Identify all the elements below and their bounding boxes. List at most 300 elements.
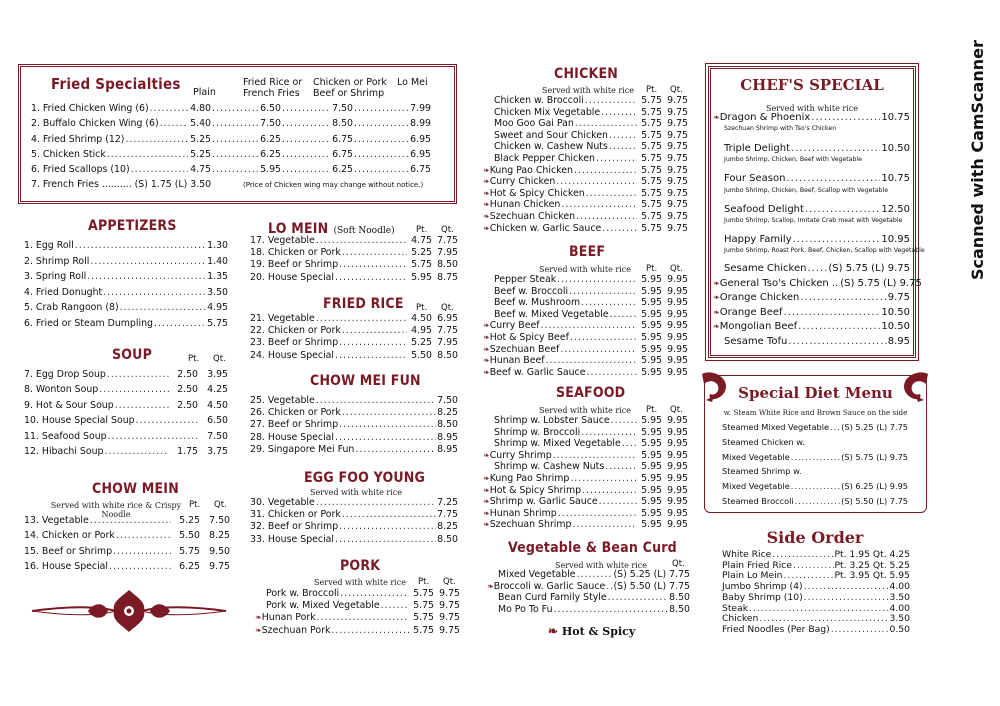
- menu-item-row: [250, 407, 458, 419]
- menu-item-row: [483, 320, 688, 332]
- leader-dots: [569, 286, 637, 298]
- price-pint: 5.95: [641, 274, 662, 285]
- leader-dots: [830, 420, 840, 435]
- item-name: 8. Wonton Soup: [24, 384, 99, 396]
- price-lo-mei: 6.95: [410, 133, 431, 145]
- leader-dots: [602, 223, 637, 235]
- price-quart: 9.75: [667, 210, 688, 222]
- chili-icon: ❧: [483, 497, 490, 507]
- price-pint: 2.50: [177, 369, 198, 380]
- leader-dots: [354, 116, 408, 131]
- leader-dots: [585, 95, 637, 107]
- special-diet-title: Special Diet Menu: [738, 384, 893, 402]
- leader-dots: [560, 344, 637, 356]
- item-price: 8.50: [437, 419, 458, 431]
- price-quart: 9.75: [667, 176, 688, 188]
- price-fried-rice: 6.25: [260, 133, 281, 145]
- item-description: Jumbo Shrimp, Scallop, Imitate Crab meat with Vegetable: [724, 216, 903, 224]
- leader-dots: [586, 367, 637, 379]
- soup-list: [24, 367, 228, 459]
- item-name: Mongolian Beef: [719, 321, 798, 333]
- beef-qt: Qt.: [670, 264, 683, 274]
- leader-dots: [596, 153, 637, 165]
- chow-mein-pt: Pt.: [189, 500, 201, 510]
- price-pint: 5.95: [641, 496, 662, 508]
- menu-item-row: [483, 519, 688, 531]
- item-name: Sesame Tofu: [724, 335, 788, 347]
- item-name: Steamed Chicken w.: [722, 436, 805, 447]
- item-price: 1.40: [207, 255, 228, 267]
- price-quart: 9.75: [209, 561, 230, 573]
- menu-item-row: [24, 429, 228, 444]
- menu-item-row: [713, 306, 910, 321]
- menu-item-row: [487, 580, 690, 593]
- price-pint: 5.75: [641, 152, 662, 164]
- menu-item-row: [494, 461, 688, 473]
- price-pint: 5.75: [641, 187, 662, 199]
- leader-dots: [553, 450, 637, 462]
- leader-dots: [570, 332, 637, 344]
- price-lo-mei: 8.99: [410, 118, 431, 130]
- menu-item-row: [483, 210, 688, 223]
- price-quart: 8.50: [437, 259, 458, 271]
- leader-dots: [113, 544, 171, 559]
- leader-dots: [610, 309, 637, 321]
- item-price: 8.25: [437, 407, 458, 419]
- soup-title: SOUP: [112, 347, 153, 363]
- chili-icon: ❧: [713, 113, 720, 122]
- price-quart: 9.75: [667, 129, 688, 141]
- item-name: Hot & Spicy Beef: [489, 331, 569, 343]
- leader-dots: [108, 429, 197, 444]
- item-price: 3.50: [889, 613, 910, 625]
- menu-item-row: [250, 313, 458, 325]
- item-name: Black Pepper Chicken: [494, 152, 595, 164]
- fried-specialties-box: [18, 64, 457, 204]
- menu-item-row: [24, 269, 228, 285]
- item-price: 1.35: [207, 271, 228, 283]
- price-pint: 5.75: [413, 600, 434, 612]
- menu-item-row: [250, 272, 458, 284]
- col-chicken-pork-a: Chicken or Pork: [313, 77, 387, 88]
- item-price: (S) 5.25 (L) 7.75: [613, 569, 690, 580]
- chili-icon: ❧: [713, 322, 720, 332]
- price-quart: 7.95: [437, 337, 458, 349]
- leader-dots: [355, 444, 436, 456]
- item-price: 5.75: [207, 317, 228, 329]
- item-price: 8.50: [669, 603, 690, 615]
- egg-foo-young-list: [250, 497, 458, 546]
- price-pint: 5.95: [641, 355, 662, 367]
- item-name: Hunan Pork: [261, 612, 316, 624]
- leader-dots: [105, 444, 170, 459]
- leader-dots: [316, 235, 407, 247]
- menu-item-row: [24, 382, 228, 397]
- camscanner-watermark: Scanned with CamScanner: [968, 40, 987, 280]
- item-name: 17. Vegetable: [250, 235, 315, 246]
- item-price: 10.75: [881, 173, 910, 185]
- leader-dots: [793, 234, 881, 246]
- chow-mein-sub: Served with white rice & Crispy Noodle: [50, 501, 182, 519]
- leader-dots: [136, 413, 197, 428]
- leader-dots: [125, 132, 188, 147]
- leader-dots: [581, 297, 637, 309]
- item-description: Szechuan Shrimp with Tso's Chicken: [724, 125, 837, 133]
- menu-item-row: [24, 367, 228, 382]
- price-plain: 4.80: [190, 103, 211, 114]
- leader-dots: [212, 116, 258, 131]
- menu-item-row: [24, 413, 228, 428]
- price-pint: 5.95: [641, 507, 662, 519]
- leader-dots: [576, 211, 637, 223]
- item-price: 10.50: [881, 321, 910, 333]
- leader-dots: [354, 132, 408, 147]
- item-name: Triple Delight: [724, 143, 791, 155]
- menu-item-row: [250, 509, 458, 521]
- chili-icon: ❧: [713, 293, 720, 303]
- price-pint: 5.95: [641, 366, 662, 378]
- item-name: 2. Shrimp Roll: [24, 255, 90, 267]
- item-name: Plain Fried Rice: [722, 559, 793, 571]
- menu-item-row: [722, 450, 908, 465]
- menu-item-row: [250, 497, 458, 509]
- price-quart: 9.95: [667, 297, 688, 309]
- menu-item-row: [250, 444, 458, 456]
- chef-item: [724, 204, 910, 225]
- fried-specialty-row: [31, 116, 431, 131]
- price-pint: 5.75: [413, 624, 434, 636]
- menu-item-row: [24, 559, 230, 574]
- chicken-qt: Qt.: [670, 85, 683, 95]
- seafood-qt: Qt.: [670, 405, 683, 415]
- price-quart: 7.50: [207, 430, 228, 442]
- chicken-pt: Pt.: [646, 85, 658, 95]
- leader-dots: [749, 604, 888, 615]
- beef-sub: Served with white rice: [539, 265, 631, 274]
- price-quart: 4.25: [207, 384, 228, 396]
- menu-item-row: [498, 604, 690, 616]
- menu-item-row: [24, 444, 228, 459]
- menu-item-row: [266, 600, 460, 612]
- leader-dots: [582, 485, 637, 497]
- leader-dots: [811, 112, 880, 124]
- leader-dots: [541, 320, 637, 332]
- soup-pt: Pt.: [188, 354, 200, 364]
- item-price: (S) 5.75 (L) 9.75: [841, 451, 908, 462]
- col-fried-rice-b: French Fries: [243, 88, 300, 99]
- price-quart: 9.75: [439, 624, 460, 636]
- item-name: 22. Chicken or Pork: [250, 325, 341, 337]
- item-price: (S) 5.50 (L) 7.75: [841, 495, 908, 506]
- item-name: Pork w. Mixed Vegetable: [266, 600, 380, 612]
- item-name: Chicken Mix Vegetable: [494, 106, 601, 118]
- menu-item-row: [483, 496, 688, 508]
- price-quart: 8.50: [437, 349, 458, 361]
- item-price: Pt. 1.95 Qt. 4.25: [834, 549, 910, 560]
- leader-dots: [131, 162, 188, 177]
- leader-dots: [335, 350, 407, 362]
- price-pint: 5.95: [641, 285, 662, 297]
- menu-item-row: [724, 173, 910, 185]
- menu-item-row: [483, 199, 688, 211]
- item-name: Sesame Chicken: [724, 263, 807, 274]
- price-quart: 9.95: [667, 507, 688, 519]
- item-name: 3. Spring Roll: [24, 271, 87, 283]
- item-name: Chicken w. Garlic Sauce: [489, 222, 602, 234]
- item-price: 3.50: [889, 591, 910, 603]
- menu-item-row: [250, 247, 458, 259]
- item-name: Steamed Shrimp w.: [722, 466, 802, 477]
- veg-bean-curd-qt: Qt.: [672, 559, 685, 569]
- item-price: 8.95: [437, 443, 458, 455]
- lo-mein-sub: (Soft Noodle): [333, 226, 395, 236]
- menu-item-row: [250, 395, 458, 407]
- item-name: 4. Fried Shrimp (12): [31, 133, 125, 145]
- price-quart: 9.95: [667, 355, 688, 367]
- leader-dots: [99, 382, 169, 397]
- menu-item-row: [483, 331, 688, 344]
- item-name: 16. House Special: [24, 561, 109, 573]
- price-pint: 5.75: [413, 588, 434, 599]
- price-lo-mei: 6.95: [410, 148, 431, 160]
- chef-item: [724, 173, 910, 194]
- leader-dots: [339, 259, 407, 271]
- chili-icon: ❧: [483, 344, 490, 354]
- menu-item-row: [494, 309, 688, 321]
- leader-dots: [107, 367, 169, 382]
- col-chicken-pork-b: Beef or Shrimp: [313, 88, 385, 99]
- price-quart: 6.50: [207, 415, 228, 427]
- item-name: Beef w. Broccoli: [494, 285, 569, 297]
- item-name: 30. Vegetable: [250, 497, 315, 508]
- leader-dots: [784, 306, 881, 321]
- item-price: 10.75: [881, 112, 910, 123]
- leader-dots: [335, 272, 407, 284]
- menu-item-row: [24, 528, 230, 543]
- price-quart: 9.75: [667, 106, 688, 118]
- price-pint: 5.95: [641, 449, 662, 461]
- item-name: Dragon & Phoenix: [719, 112, 811, 123]
- menu-item-row: [250, 419, 458, 431]
- leader-dots: [831, 625, 889, 636]
- price-fried-rice: 6.50: [260, 103, 281, 114]
- chili-icon: ❧: [483, 367, 490, 377]
- hot-spicy-legend: [548, 624, 635, 638]
- price-pint: 5.95: [641, 308, 662, 320]
- item-name: 24. House Special: [250, 349, 335, 361]
- leader-dots: [575, 118, 637, 130]
- menu-item-row: [24, 398, 228, 413]
- item-name: Shrimp w. Lobster Sauce: [494, 415, 610, 426]
- chili-icon: ❧: [548, 624, 559, 638]
- price-quart: 9.75: [439, 612, 460, 624]
- item-name: Kung Pao Chicken: [489, 164, 573, 176]
- fried-specialty-row: [31, 101, 431, 116]
- chili-icon: ❧: [483, 520, 490, 530]
- chef-item: [713, 112, 910, 133]
- item-name: Szechuan Chicken: [489, 210, 576, 222]
- item-name: Happy Family: [724, 233, 792, 245]
- menu-item-row: [250, 350, 458, 362]
- price-pint: 4.75: [411, 235, 432, 246]
- item-name: Broccoli w. Garlic Sauce: [493, 580, 606, 592]
- price-pint: 5.75: [411, 259, 432, 271]
- leader-dots: [212, 101, 258, 116]
- leader-dots: [282, 147, 330, 162]
- price-quart: 9.75: [667, 164, 688, 176]
- price-quart: 9.95: [667, 331, 688, 343]
- menu-item-row: [494, 95, 688, 107]
- item-description: Jumbo Shrimp, Chicken, Beef with Vegetable: [724, 156, 862, 164]
- menu-item-row: [494, 415, 688, 427]
- chicken-sub: Served with white rice: [542, 86, 634, 95]
- chili-icon: ❧: [483, 200, 490, 210]
- price-pint: 5.75: [413, 612, 434, 624]
- leader-dots: [282, 132, 330, 147]
- price-pint: 5.75: [641, 118, 662, 130]
- chili-icon: ❧: [483, 165, 490, 175]
- col-fried-rice-a: Fried Rice or: [243, 77, 303, 88]
- veg-bean-curd-list: [487, 569, 690, 615]
- chili-icon: ❧: [483, 211, 490, 221]
- price-quart: 3.95: [207, 369, 228, 380]
- menu-item-row: [498, 569, 690, 581]
- price-quart: 9.95: [667, 449, 688, 461]
- item-price: Pt. 3.95 Qt. 5.95: [834, 570, 910, 582]
- item-name: Curry Chicken: [489, 176, 556, 188]
- leader-dots: [381, 600, 409, 612]
- leader-dots: [342, 407, 436, 419]
- price-fried-rice: 6.25: [260, 148, 281, 160]
- item-name: 5. Chicken Stick: [31, 148, 106, 160]
- leader-dots: [622, 438, 637, 450]
- menu-item-row: [494, 286, 688, 298]
- appetizers-title: APPETIZERS: [88, 218, 177, 234]
- price-pint: 5.95: [641, 519, 662, 531]
- item-name: Shrimp w. Cashew Nuts: [494, 461, 605, 473]
- item-name: 33. House Special: [250, 533, 335, 545]
- item-price: 7.75: [437, 509, 458, 521]
- chefs-special-list-2: [713, 262, 922, 350]
- menu-item-row: [722, 593, 910, 604]
- item-name: 20. House Special: [250, 271, 335, 283]
- item-name: Szechuan Beef: [489, 343, 560, 355]
- menu-item-row: [250, 337, 458, 349]
- menu-item-row: [722, 494, 908, 509]
- item-price: 0.50: [889, 623, 910, 635]
- item-name: 10. House Special Soup: [24, 415, 135, 427]
- fried-rice-list: [250, 313, 458, 362]
- leader-dots: [804, 582, 889, 593]
- leader-dots: [212, 132, 258, 147]
- price-pint: 5.95: [641, 331, 662, 343]
- special-diet-sub: w. Steam White Rice and Brown Sauce on the side: [723, 408, 908, 417]
- leader-dots: [335, 534, 436, 546]
- col-plain: Plain: [193, 87, 216, 98]
- item-price: 7.50: [437, 395, 458, 406]
- item-name: 1. Fried Chicken Wing (6): [31, 103, 149, 114]
- price-pint: 5.75: [641, 95, 662, 106]
- lo-mein-qt: Qt.: [441, 225, 454, 235]
- item-name: 21. Vegetable: [250, 313, 315, 324]
- item-name: 15. Beef or Shrimp: [24, 545, 113, 557]
- price-pint: 5.25: [179, 515, 200, 526]
- item-price: (S) 5.50 (L) 7.75: [613, 580, 690, 592]
- price-pint: 5.25: [411, 337, 432, 349]
- pork-pt: Pt.: [418, 577, 430, 587]
- item-name: Plain Lo Mein: [722, 570, 783, 582]
- leader-dots: [354, 162, 408, 177]
- price-quart: 9.95: [667, 472, 688, 484]
- price-quart: 9.75: [667, 141, 688, 153]
- chili-icon: ❧: [483, 485, 490, 495]
- menu-item-row: [713, 320, 910, 335]
- menu-item-row: [250, 432, 458, 444]
- chili-icon: ❧: [483, 508, 490, 518]
- price-pint: 5.95: [641, 343, 662, 355]
- item-name: 5. Crab Rangoon (8): [24, 302, 119, 314]
- price-quart: 9.95: [667, 438, 688, 450]
- item-name: Mixed Vegetable: [722, 451, 790, 462]
- item-name: Baby Shrimp (10): [722, 591, 803, 603]
- price-quart: 9.95: [667, 415, 688, 426]
- leader-dots: [546, 355, 637, 367]
- leader-dots: [791, 450, 840, 465]
- menu-item-row: [250, 325, 458, 337]
- leader-dots: [282, 101, 330, 116]
- menu-item-row: [713, 291, 910, 306]
- leader-dots: [150, 101, 188, 116]
- leader-dots: [791, 479, 840, 494]
- chili-icon: ❧: [483, 356, 490, 366]
- price-pint: 5.75: [179, 545, 200, 557]
- leader-dots: [601, 107, 637, 119]
- item-name: Szechuan Shrimp: [489, 519, 572, 531]
- price-quart: 9.75: [667, 187, 688, 199]
- leader-dots: [611, 415, 637, 427]
- item-name: 19. Beef or Shrimp: [250, 259, 339, 271]
- item-name: 6. Fried or Steam Dumpling: [24, 317, 153, 329]
- item-name: 18. Chicken or Pork: [250, 247, 341, 259]
- seafood-title: SEAFOOD: [556, 385, 626, 401]
- item-name: 7. Egg Drop Soup: [24, 369, 106, 380]
- side-order-list: [722, 550, 910, 636]
- item-price: 8.25: [437, 521, 458, 533]
- item-price: 10.95: [881, 233, 910, 245]
- leader-dots: [561, 199, 637, 211]
- item-price: (S) 5.75 (L) 9.75: [828, 263, 910, 274]
- price-quart: 8.75: [437, 271, 458, 283]
- price-quart: 8.25: [209, 530, 230, 542]
- item-name: 32. Beef or Shrimp: [250, 521, 339, 533]
- menu-item-row: [722, 435, 908, 450]
- price-quart: 9.95: [667, 285, 688, 297]
- chef-item: [724, 143, 910, 164]
- menu-item-row: [494, 130, 688, 142]
- price-quart: 7.75: [437, 235, 458, 246]
- item-name: Shrimp w. Mixed Vegetable: [494, 438, 621, 450]
- price-quart: 9.95: [667, 343, 688, 355]
- item-name: Hunan Chicken: [489, 199, 561, 211]
- item-name: 14. Chicken or Pork: [24, 530, 115, 542]
- price-quart: 9.95: [667, 308, 688, 320]
- chicken-wing-note: (Price of Chicken wing may change without notice.): [243, 181, 424, 189]
- leader-dots: [558, 508, 637, 520]
- menu-item-row: [24, 254, 228, 270]
- price-pint: 5.95: [641, 438, 662, 450]
- item-name: Szechuan Pork: [261, 624, 331, 636]
- chili-icon: ❧: [255, 625, 262, 635]
